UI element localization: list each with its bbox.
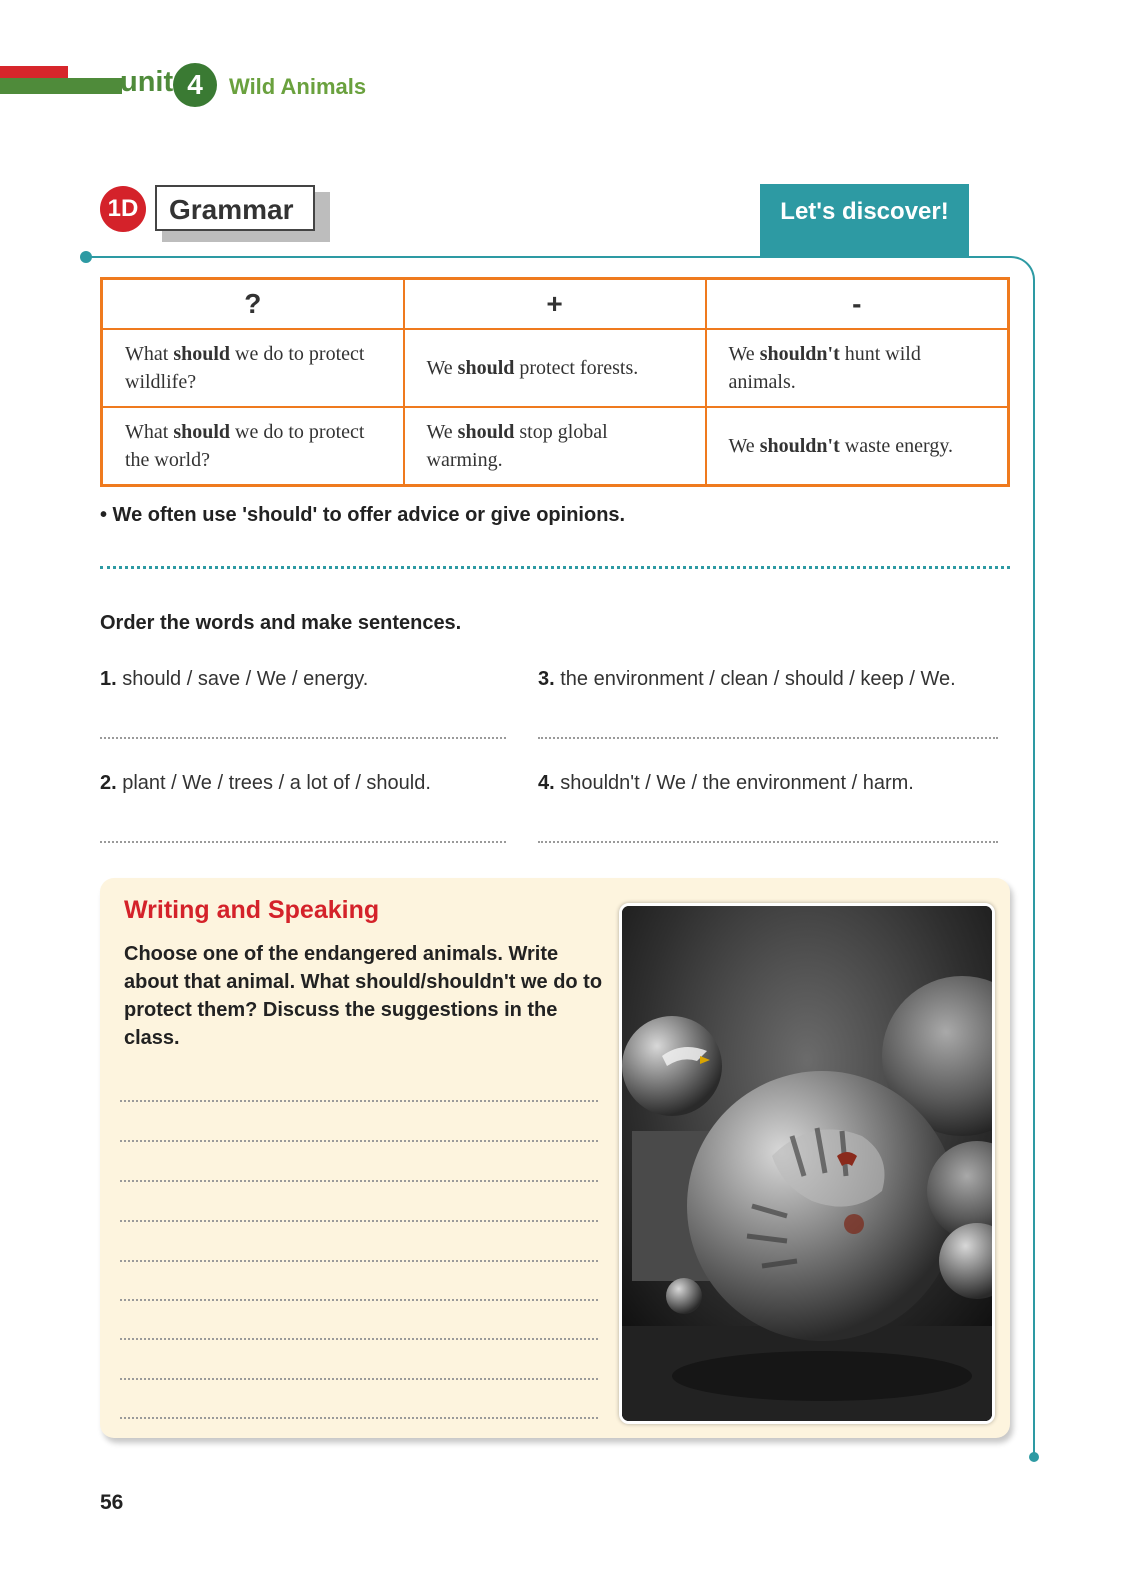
writing-line[interactable] bbox=[120, 1260, 598, 1262]
section-divider bbox=[86, 256, 1011, 258]
unit-number-badge: 4 bbox=[173, 63, 217, 107]
table-row bbox=[102, 407, 1009, 486]
header-red-bar bbox=[0, 66, 68, 78]
table-header-row bbox=[102, 279, 1009, 330]
exercise-item-1: 1. should / save / We / energy. bbox=[100, 668, 369, 690]
lets-discover-tab: Let's discover! bbox=[760, 184, 969, 256]
writing-line[interactable] bbox=[120, 1417, 598, 1419]
section-divider-corner bbox=[1009, 256, 1035, 282]
unit-label: unit bbox=[120, 66, 174, 98]
header-green-bar bbox=[0, 78, 122, 94]
divider-dot-left bbox=[80, 251, 92, 263]
table-cell: What should we do to protect wildlife? bbox=[102, 329, 404, 407]
exercise-item-3: 3. the environment / clean / should / keep / We. bbox=[538, 668, 956, 690]
answer-line-4[interactable] bbox=[538, 841, 998, 843]
header-negative: - bbox=[706, 279, 1009, 330]
table-cell: What should we do to protect the world? bbox=[102, 407, 404, 486]
table-cell: We should protect forests. bbox=[404, 329, 706, 407]
writing-line[interactable] bbox=[120, 1100, 598, 1102]
header-positive: + bbox=[404, 279, 706, 330]
writing-line[interactable] bbox=[120, 1220, 598, 1222]
writing-line[interactable] bbox=[120, 1140, 598, 1142]
section-dotted-divider bbox=[100, 566, 1010, 569]
header-question: ? bbox=[102, 279, 404, 330]
table-row bbox=[102, 329, 1009, 407]
page-number: 56 bbox=[100, 1491, 124, 1514]
answer-line-2[interactable] bbox=[100, 841, 506, 843]
unit-title: Wild Animals bbox=[229, 74, 367, 99]
writing-line[interactable] bbox=[120, 1299, 598, 1301]
page-right-rule bbox=[1033, 280, 1035, 1458]
writing-line[interactable] bbox=[120, 1378, 598, 1380]
writing-line[interactable] bbox=[120, 1338, 598, 1340]
lesson-badge: 1D bbox=[100, 186, 146, 232]
exercise-item-4: 4. shouldn't / We / the environment / harm. bbox=[538, 772, 914, 794]
exercise-instruction: Order the words and make sentences. bbox=[100, 612, 462, 634]
stone-spheres-illustration bbox=[622, 906, 992, 1421]
grammar-table bbox=[100, 277, 1010, 487]
writing-speaking-prompt: Choose one of the endangered animals. Write about that animal. What should/shouldn't we do to protect them? Discuss the suggestions in the class. bbox=[124, 943, 603, 1049]
exercise-item-2: 2. plant / We / trees / a lot of / should. bbox=[100, 772, 431, 794]
table-cell: We shouldn't waste energy. bbox=[706, 407, 1009, 486]
writing-line[interactable] bbox=[120, 1180, 598, 1182]
table-cell: We should stop global warming. bbox=[404, 407, 706, 486]
grammar-note: • We often use 'should' to offer advice or give opinions. bbox=[100, 504, 626, 526]
writing-speaking-title: Writing and Speaking bbox=[124, 896, 380, 924]
table-cell: We shouldn't hunt wild animals. bbox=[706, 329, 1009, 407]
section-title: Grammar bbox=[155, 185, 315, 231]
divider-dot-bottom bbox=[1029, 1452, 1039, 1462]
answer-line-3[interactable] bbox=[538, 737, 998, 739]
endangered-animals-photo bbox=[619, 903, 995, 1424]
answer-line-1[interactable] bbox=[100, 737, 506, 739]
